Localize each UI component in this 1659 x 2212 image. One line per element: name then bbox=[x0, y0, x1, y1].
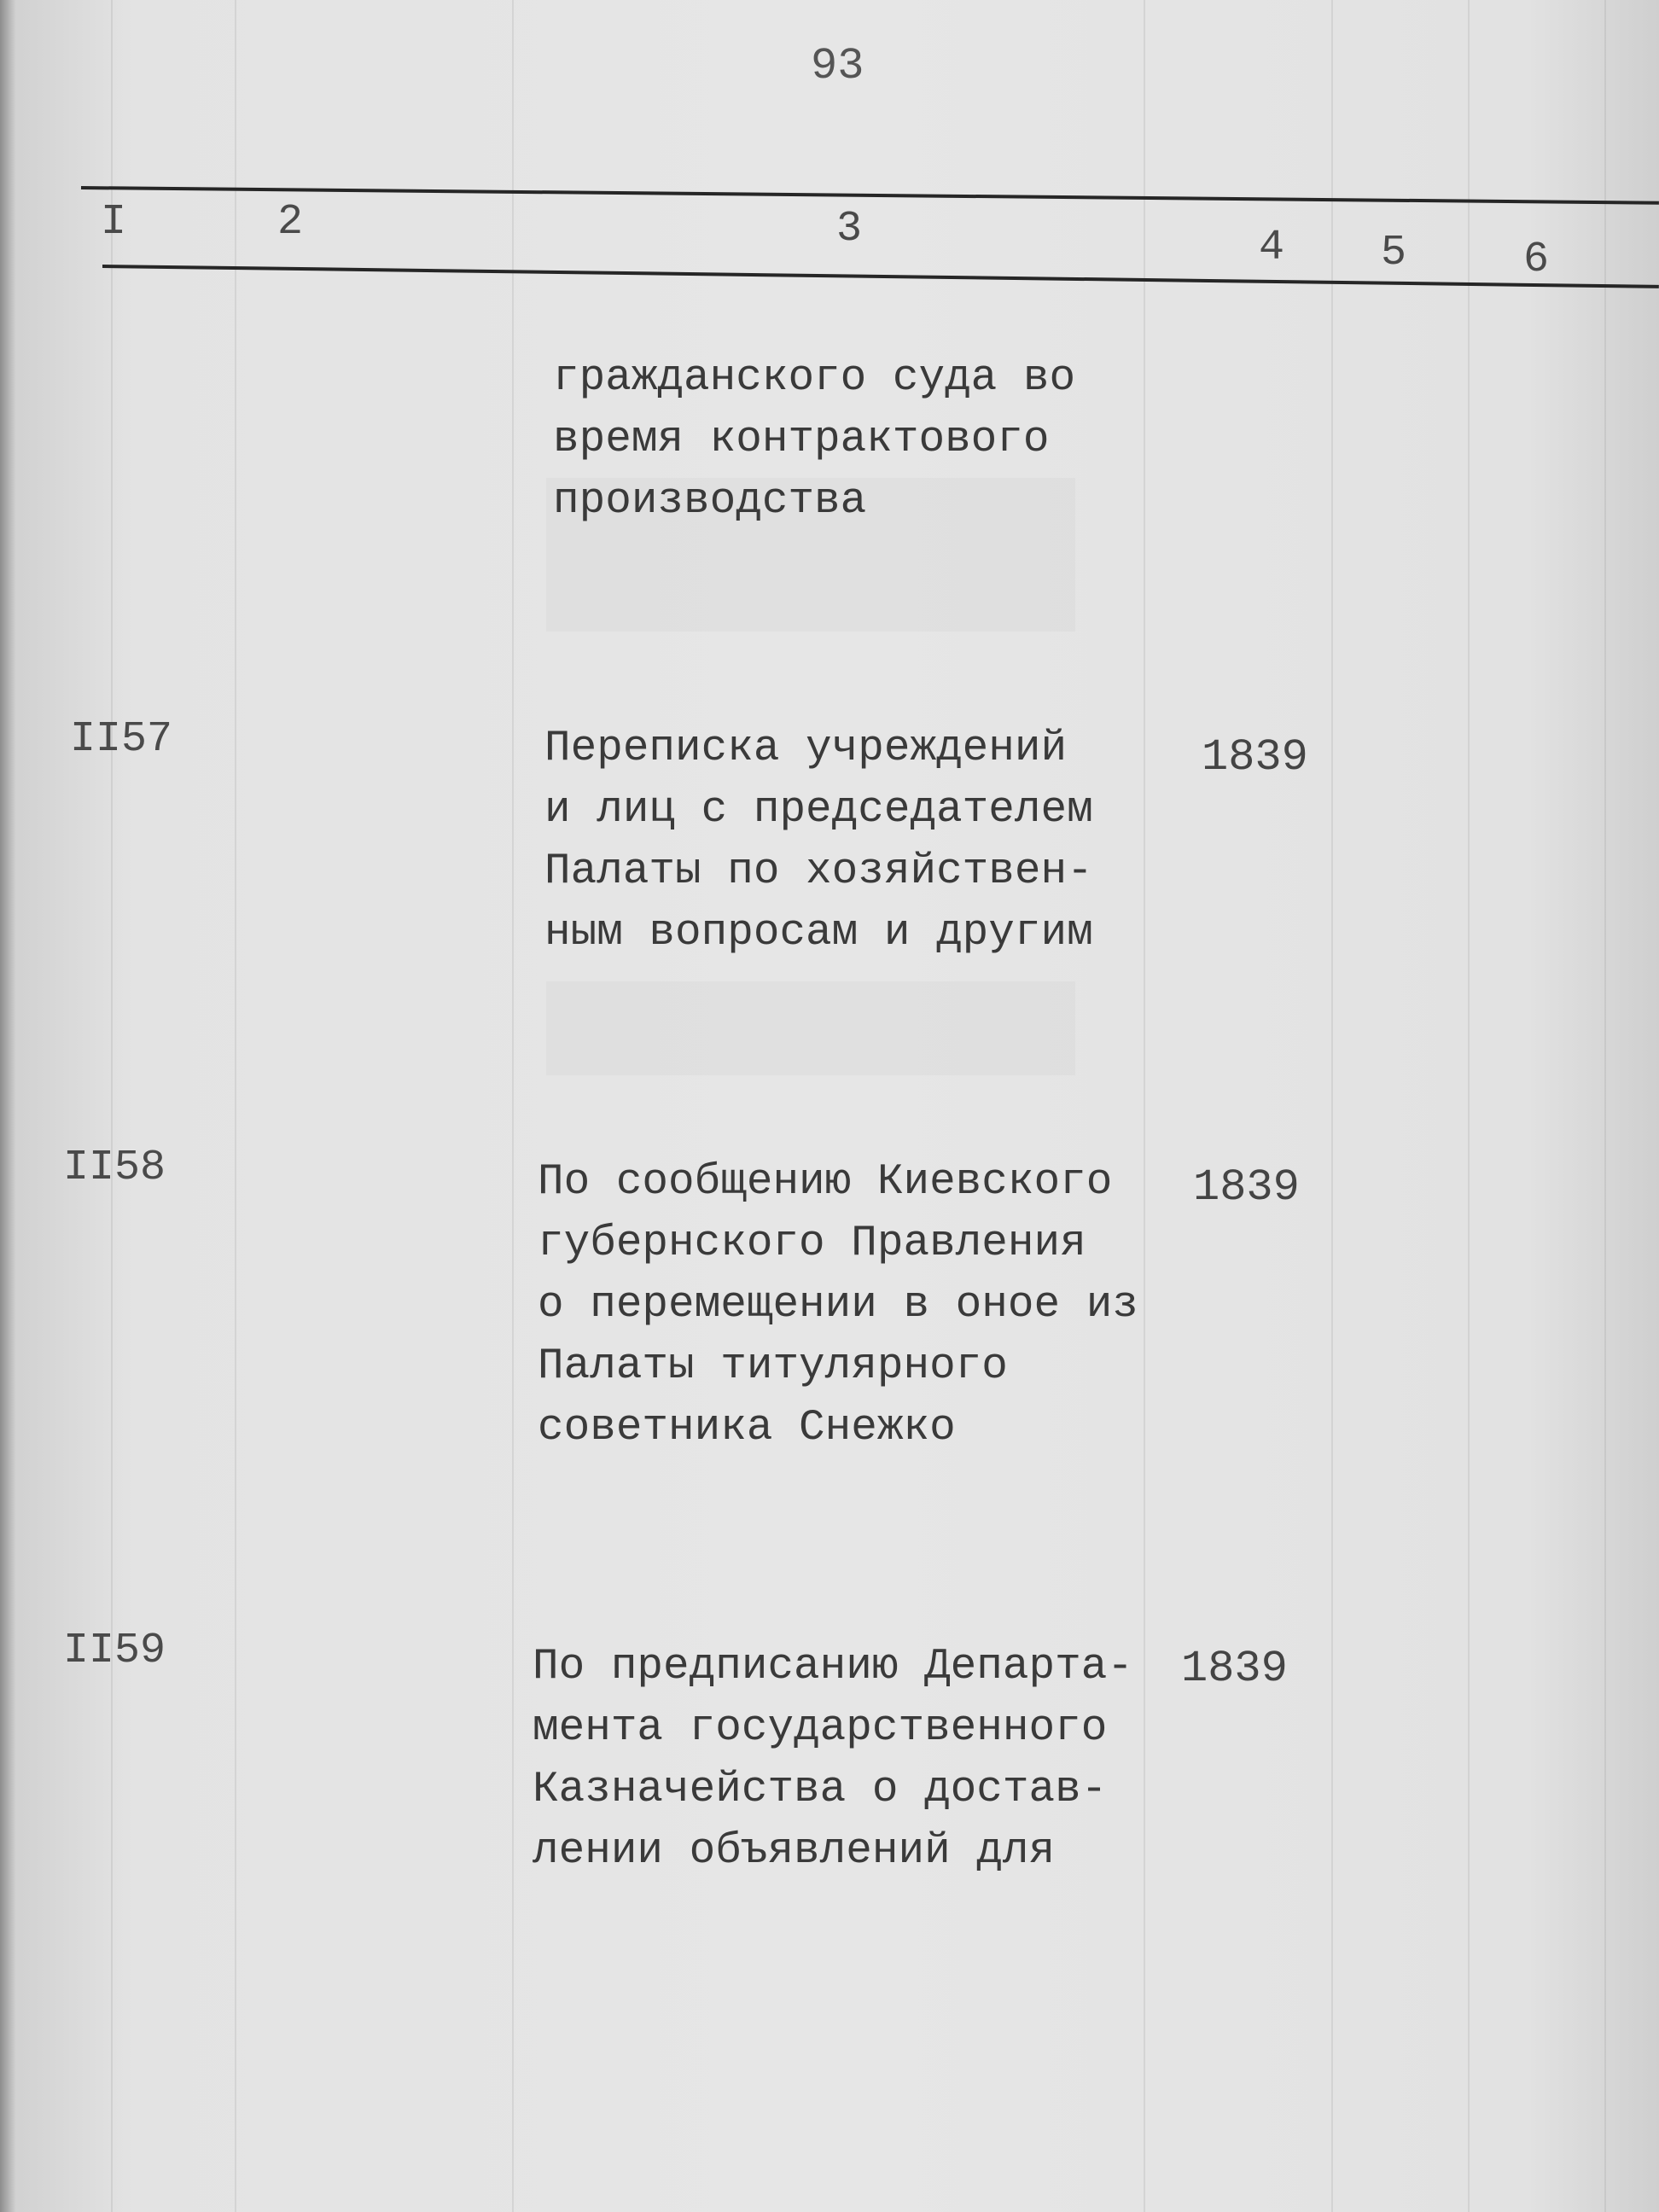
page-number: 93 bbox=[811, 41, 864, 91]
entry-number: II57 bbox=[70, 715, 173, 764]
header-bottom-rule bbox=[102, 265, 1659, 288]
column-number-5: 5 bbox=[1381, 229, 1407, 277]
column-number-6: 6 bbox=[1523, 236, 1550, 284]
column-number-4: 4 bbox=[1259, 224, 1285, 272]
column-number-3: 3 bbox=[836, 205, 863, 253]
entry-year: 1839 bbox=[1193, 1162, 1300, 1213]
ruling-line bbox=[111, 0, 113, 2212]
page-edge-shadow bbox=[0, 0, 15, 2212]
column-number-2: 2 bbox=[277, 198, 304, 247]
column-number-1: I bbox=[101, 198, 127, 247]
ruling-line bbox=[1331, 0, 1333, 2212]
continuation-text: гражданского суда во время контрактового производства bbox=[553, 354, 1076, 526]
ruling-line bbox=[1144, 0, 1145, 2212]
entry-number: II59 bbox=[63, 1627, 166, 1675]
ruling-line bbox=[1468, 0, 1470, 2212]
entry-number: II58 bbox=[63, 1144, 166, 1192]
ruling-line bbox=[512, 0, 514, 2212]
ruling-line bbox=[1604, 0, 1606, 2212]
entry-year: 1839 bbox=[1202, 732, 1308, 783]
entry-description: По предписанию Департа- мента государственного Казначейства о достав- лении объявлений для bbox=[533, 1643, 1133, 1876]
ruling-line bbox=[235, 0, 236, 2212]
header-top-rule bbox=[81, 186, 1659, 205]
entry-description: По сообщению Киевского губернского Правления о перемещении в оное из Палаты титулярного советника Снежко bbox=[538, 1158, 1138, 1452]
entry-description: Переписка учреждений и лиц с председателем Палаты по хозяйствен- ным вопросам и другим bbox=[544, 725, 1093, 958]
bleed-through-mark bbox=[546, 981, 1075, 1075]
entry-year: 1839 bbox=[1181, 1644, 1288, 1694]
